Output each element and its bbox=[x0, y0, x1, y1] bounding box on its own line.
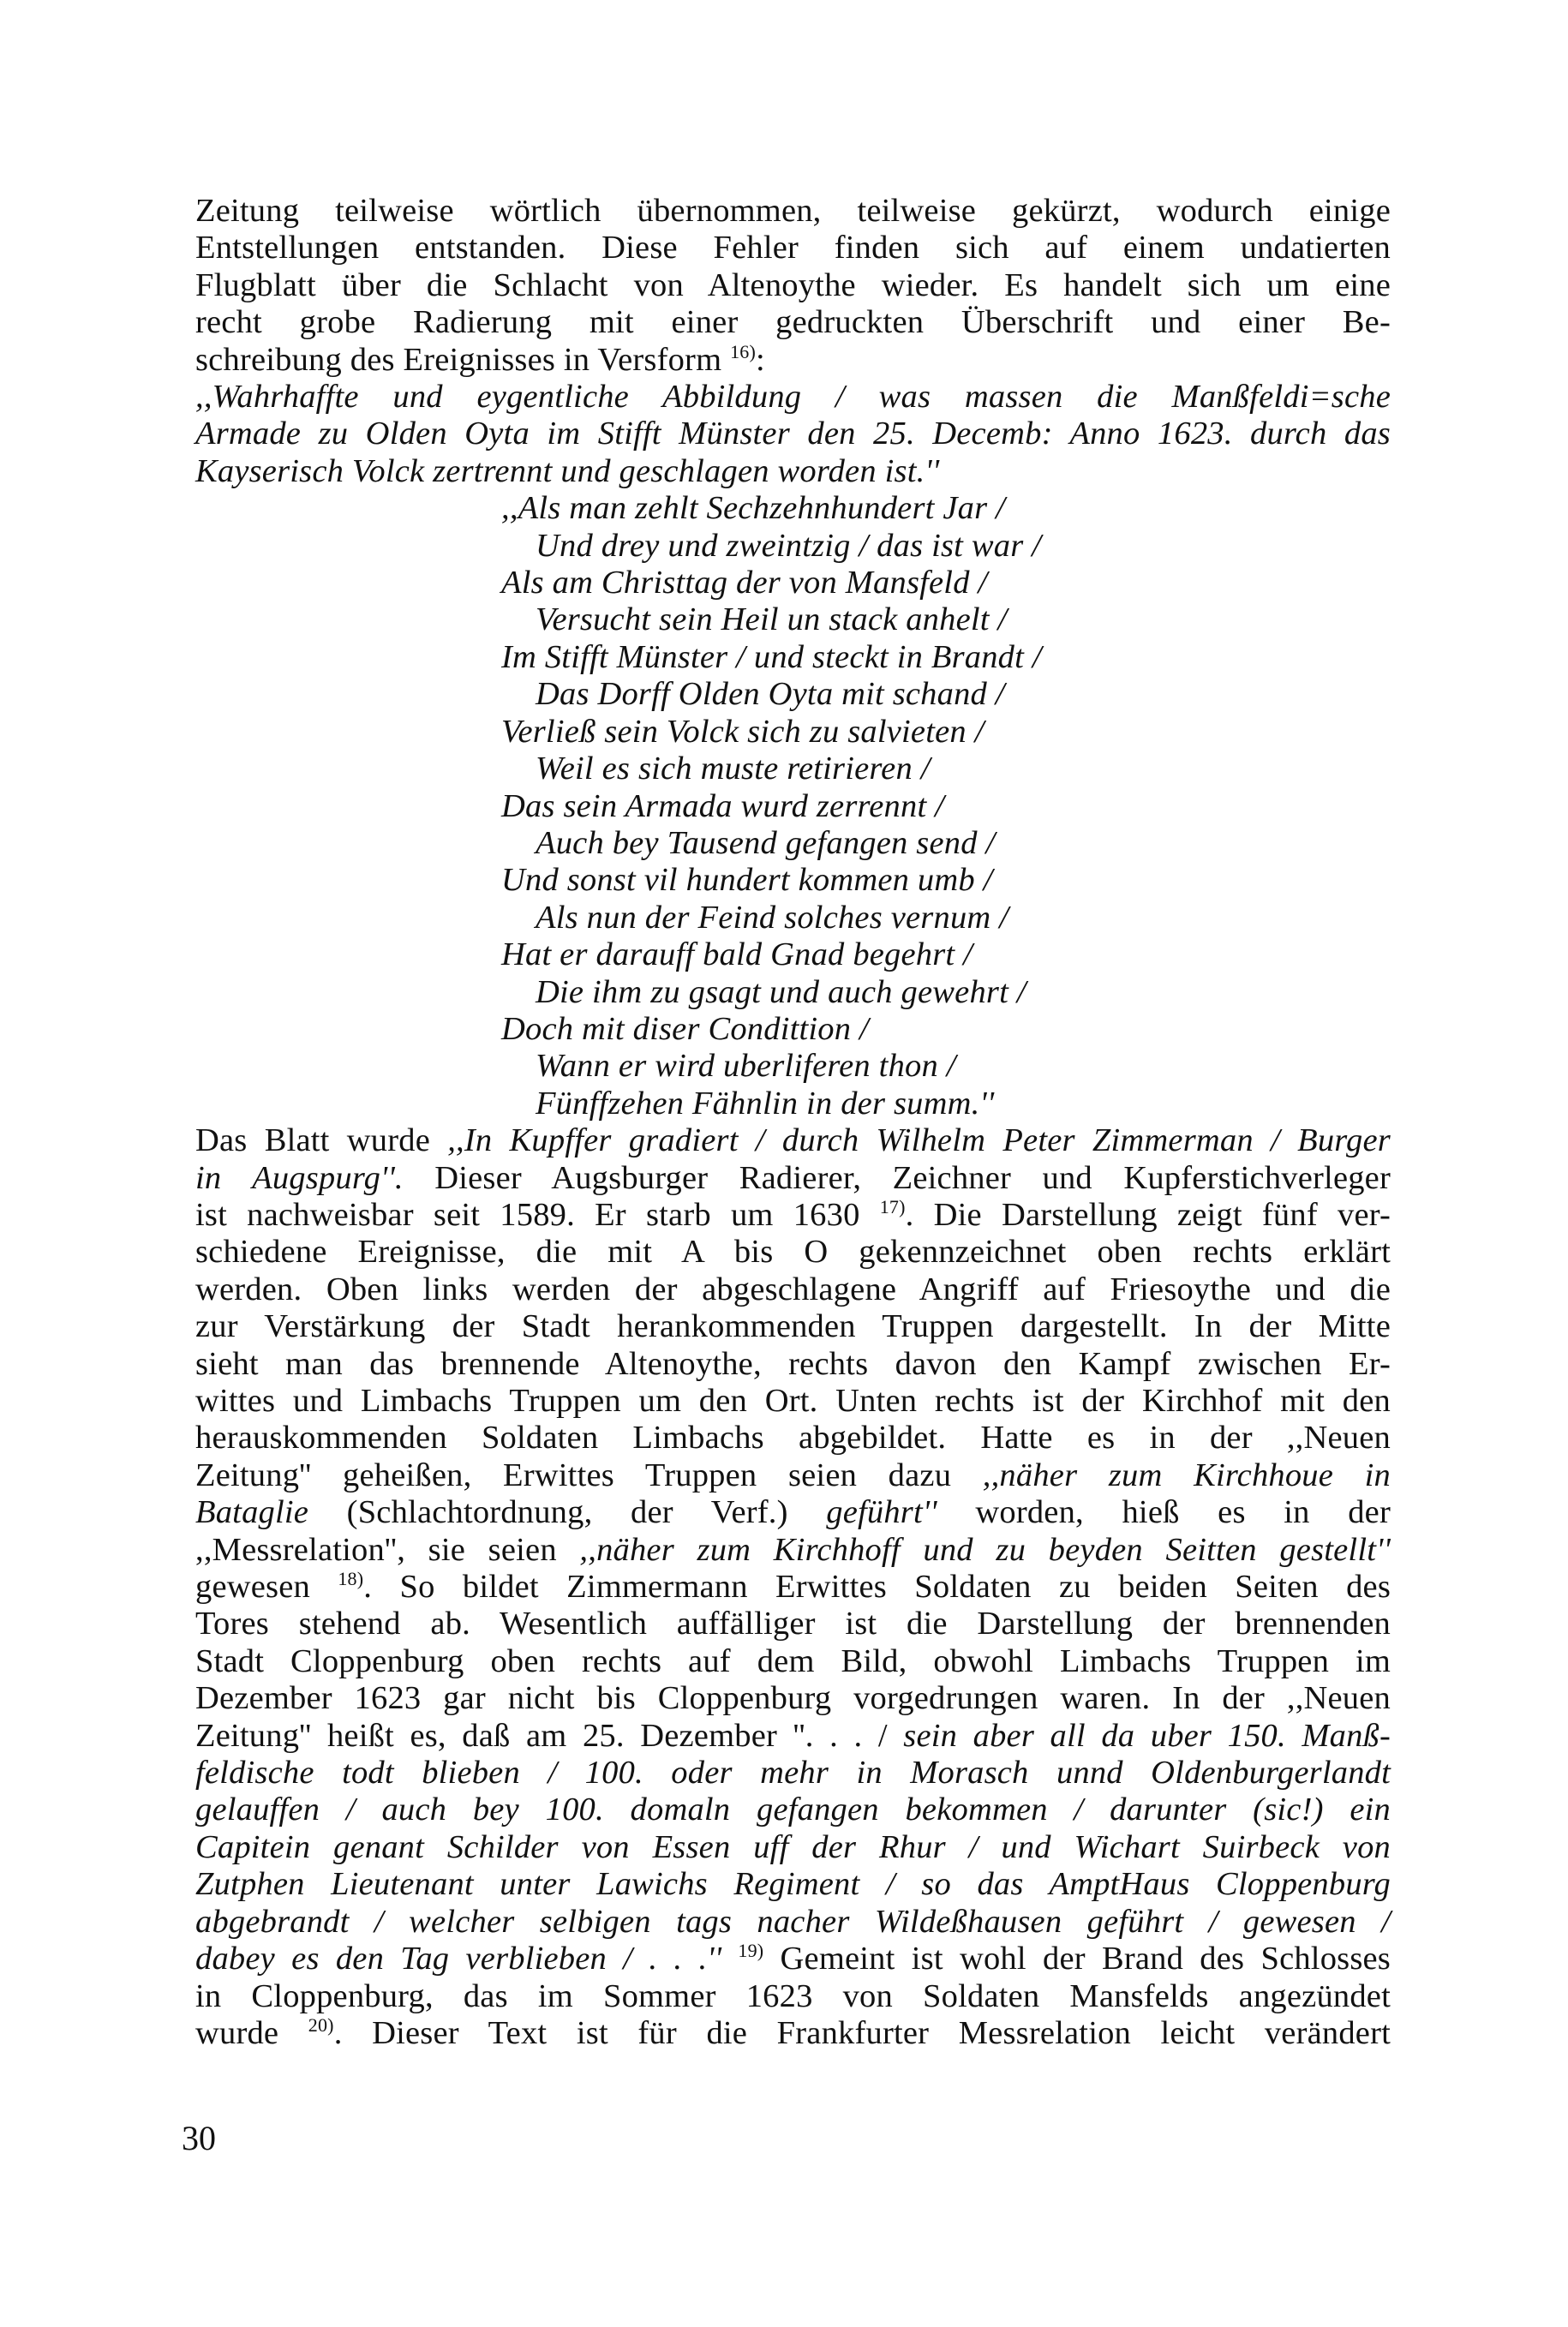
poem-line: Und drey und zweintzig / das ist war / bbox=[536, 527, 1042, 564]
para2-line-11 bbox=[195, 1494, 1391, 1531]
title-quote-line-2: Armade zu Olden Oyta im Stifft Münster den 25. Decemb: Anno 1623. durch das bbox=[195, 416, 1391, 452]
para2-line-19: gelauffen / auch bey 100. domaln gefangen bekommen / darunter (sic!) ein bbox=[195, 1792, 1391, 1828]
para2-line-1 bbox=[195, 1122, 1391, 1159]
poem-line: Wann er wird uberliferen thon / bbox=[536, 1048, 956, 1085]
para2-line-6: zur Verstärkung der Stadt herankommenden Truppen dargestellt. In der Mitte bbox=[195, 1308, 1391, 1345]
poem-line: ,,Als man zehlt Sechzehnhundert Jar / bbox=[501, 490, 1006, 527]
para2-line-5: werden. Oben links werden der abgeschlagene Angriff auf Friesoythe und die bbox=[195, 1271, 1391, 1307]
poem-line: Versucht sein Heil un stack anhelt / bbox=[536, 601, 1008, 638]
poem-line: Fünffzehen Fähnlin in der summ.'' bbox=[536, 1085, 995, 1122]
para2-line-10 bbox=[195, 1457, 1391, 1494]
text-span: Zeitung'' heißt es, daß am 25. Dezember ''. . . / bbox=[195, 1717, 888, 1754]
para2-line-16: Dezember 1623 gar nicht bis Cloppenburg vorgedrungen waren. In der ,,Neuen bbox=[195, 1680, 1391, 1717]
footnote-ref-16: 16) bbox=[730, 340, 756, 362]
poem-line: Im Stifft Münster / und steckt in Brandt / bbox=[501, 638, 1042, 675]
quote-span: in Augspurg''. bbox=[195, 1159, 404, 1196]
para2-line-25 bbox=[195, 2015, 1391, 2052]
para2-line-20: Capitein genant Schilder von Essen uff der Rhur / und Wichart Suirbeck von bbox=[195, 1828, 1391, 1865]
para2-line-9: herauskommenden Soldaten Limbachs abgebildet. Hatte es in der ,,Neuen bbox=[195, 1420, 1391, 1457]
para1-colon: : bbox=[756, 341, 765, 378]
para1-line-1: Zeitung teilweise wörtlich übernommen, teilweise gekürzt, wodurch einige bbox=[195, 193, 1391, 229]
text-span: . Die Darstellung zeigt fünf ver- bbox=[905, 1196, 1391, 1233]
poem-line: Weil es sich muste retirieren / bbox=[536, 751, 931, 787]
para2-line-15: Stadt Cloppenburg oben rechts auf dem Bild, obwohl Limbachs Truppen im bbox=[195, 1642, 1391, 1679]
para1-line-4: recht grobe Radierung mit einer gedruckten Überschrift und einer Be- bbox=[195, 304, 1391, 341]
poem-line: Als nun der Feind solches vernum / bbox=[536, 899, 1009, 936]
quote-span: sein aber all da uber 150. Manß- bbox=[903, 1717, 1391, 1754]
poem-line: Das Dorff Olden Oyta mit schand / bbox=[536, 676, 1005, 713]
para2-line-14: Tores stehend ab. Wesentlich auffälliger ist die Darstellung der brennenden bbox=[195, 1606, 1391, 1642]
poem-line: Auch bey Tausend gefangen send / bbox=[536, 824, 996, 861]
footnote-ref-17: 17) bbox=[879, 1195, 906, 1217]
title-quote-line-3: Kayserisch Volck zertrennt und geschlagen worden ist.'' bbox=[195, 452, 940, 489]
para2-line-22: abgebrandt / welcher selbigen tags nacher Wildeßhausen geführt / gewesen / bbox=[195, 1903, 1391, 1940]
text-span: Dieser Augsburger Radierer, Zeichner und Kupferstichverleger bbox=[434, 1159, 1391, 1196]
text-span: Gemeint ist wohl der Brand des Schlosses bbox=[780, 1941, 1391, 1977]
para1-line-2: Entstellungen entstanden. Diese Fehler finden sich auf einem undatierten bbox=[195, 230, 1391, 266]
para2-line-18: feldische todt blieben / 100. oder mehr in Morasch unnd Oldenburgerlandt bbox=[195, 1755, 1391, 1792]
para2-line-8: wittes und Limbachs Truppen um den Ort. Unten rechts ist der Kirchhof mit den bbox=[195, 1383, 1391, 1419]
quote-span: Bataglie bbox=[195, 1494, 309, 1531]
para2-line-2 bbox=[195, 1160, 1391, 1197]
footnote-ref-18: 18) bbox=[338, 1568, 364, 1590]
para2-line-4: schiedene Ereignisse, die mit A bis O gekennzeichnet oben rechts erklärt bbox=[195, 1234, 1391, 1271]
footnote-ref-20: 20) bbox=[308, 2013, 334, 2036]
text-span: wurde bbox=[195, 2014, 279, 2051]
poem bbox=[501, 490, 1391, 1122]
poem-line: Doch mit diser Condittion / bbox=[501, 1010, 869, 1047]
para2-line-7: sieht man das brennende Altenoythe, rechts davon den Kampf zwischen Er- bbox=[195, 1345, 1391, 1382]
para2-line-24: in Cloppenburg, das im Sommer 1623 von Soldaten Mansfelds angezündet bbox=[195, 1977, 1391, 2014]
quote-span: dabey es den Tag verblieben / . . .'' bbox=[195, 1941, 722, 1977]
para2-line-21: Zutphen Lieutenant unter Lawichs Regiment / so das AmptHaus Cloppenburg bbox=[195, 1866, 1391, 1903]
footnote-ref-19: 19) bbox=[738, 1940, 764, 1962]
text-span: gewesen bbox=[195, 1569, 310, 1606]
para2-line-17 bbox=[195, 1718, 1391, 1755]
page-number: 30 bbox=[182, 2119, 216, 2157]
poem-line: Die ihm zu gsagt und auch gewehrt / bbox=[536, 973, 1026, 1010]
para2-line-12 bbox=[195, 1532, 1391, 1569]
text-span: (Schlachtordnung, der Verf.) bbox=[346, 1494, 788, 1531]
text-span: ,,Messrelation'', sie seien bbox=[195, 1531, 557, 1568]
para2-line-23 bbox=[195, 1941, 1391, 1977]
para1-line-3: Flugblatt über die Schlacht von Altenoythe wieder. Es handelt sich um eine bbox=[195, 266, 1391, 303]
title-quote-line-1: ,,Wahrhaffte und eygentliche Abbildung / was massen die Manßfeldi=sche bbox=[195, 379, 1391, 416]
body-text bbox=[195, 193, 1391, 2052]
text-span: . Dieser Text ist für die Frankfurter Messrelation leicht verändert bbox=[333, 2014, 1391, 2051]
text-span: . So bildet Zimmermann Erwittes Soldaten zu beiden Seiten des bbox=[363, 1569, 1391, 1606]
para1-line-5 bbox=[195, 342, 1391, 379]
text-span: worden, hieß es in der bbox=[975, 1494, 1391, 1531]
quote-span: ,,näher zum Kirchhoff und zu beyden Seitten gestellt'' bbox=[579, 1531, 1391, 1568]
quote-span: ,,In Kupffer gradiert / durch Wilhelm Peter Zimmerman / Burger bbox=[447, 1122, 1391, 1159]
quote-span: geführt'' bbox=[826, 1494, 937, 1531]
para2-line-13 bbox=[195, 1569, 1391, 1606]
text-span: ist nachweisbar seit 1589. Er starb um 1630 bbox=[195, 1196, 860, 1233]
text-span: Zeitung'' geheißen, Erwittes Truppen seien dazu bbox=[195, 1457, 952, 1493]
para2-line-3 bbox=[195, 1197, 1391, 1234]
poem-line: Verließ sein Volck sich zu salvieten / bbox=[501, 713, 984, 750]
poem-line: Das sein Armada wurd zerrennt / bbox=[501, 787, 945, 824]
quote-span: ,,näher zum Kirchhoue in bbox=[982, 1457, 1391, 1493]
text-span: Das Blatt wurde bbox=[195, 1122, 430, 1159]
poem-line: Als am Christtag der von Mansfeld / bbox=[501, 565, 988, 601]
para1-line-5-text: schreibung des Ereignisses in Versform bbox=[195, 341, 722, 378]
poem-line: Hat er darauff bald Gnad begehrt / bbox=[501, 936, 973, 973]
poem-line: Und sonst vil hundert kommen umb / bbox=[501, 862, 993, 899]
